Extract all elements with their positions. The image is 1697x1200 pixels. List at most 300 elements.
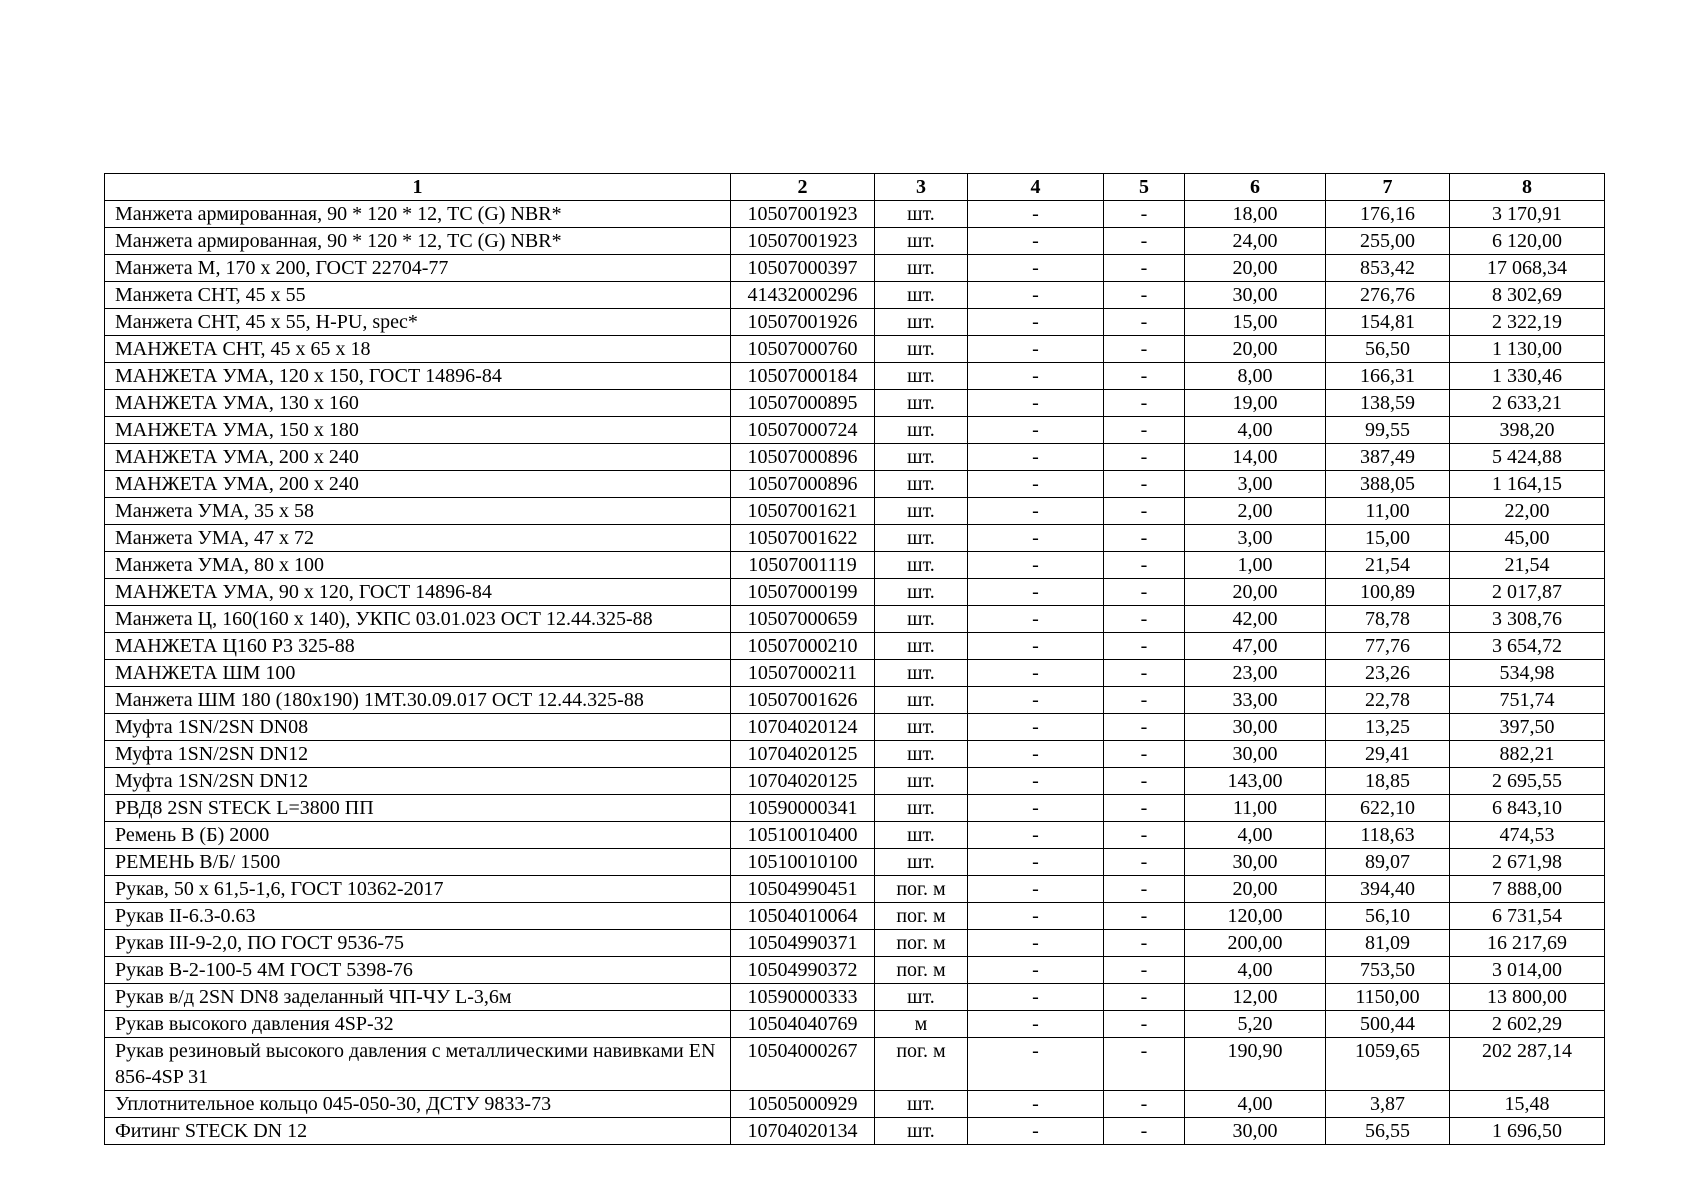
quantity-cell: 47,00	[1185, 633, 1326, 660]
quantity-cell: 8,00	[1185, 363, 1326, 390]
amount-cell: 45,00	[1450, 525, 1605, 552]
table-row	[105, 849, 1605, 876]
unit-cell: шт.	[875, 255, 968, 282]
col-5-cell: -	[1104, 255, 1185, 282]
quantity-cell: 30,00	[1185, 282, 1326, 309]
unit-cell: шт.	[875, 1118, 968, 1145]
quantity-cell: 20,00	[1185, 579, 1326, 606]
table-row	[105, 525, 1605, 552]
col-5-cell: -	[1104, 1091, 1185, 1118]
unit-cell: шт.	[875, 282, 968, 309]
quantity-cell: 24,00	[1185, 228, 1326, 255]
col-4-cell: -	[968, 309, 1104, 336]
unit-cell: шт.	[875, 795, 968, 822]
col-5-cell: -	[1104, 444, 1185, 471]
price-cell: 1059,65	[1326, 1038, 1450, 1091]
item-name-cell: Рукав II-6.3-0.63	[105, 903, 731, 930]
header-cell-2: 2	[731, 174, 875, 201]
quantity-cell: 3,00	[1185, 471, 1326, 498]
price-cell: 853,42	[1326, 255, 1450, 282]
quantity-cell: 20,00	[1185, 876, 1326, 903]
quantity-cell: 4,00	[1185, 822, 1326, 849]
quantity-cell: 2,00	[1185, 498, 1326, 525]
header-cell-7: 7	[1326, 174, 1450, 201]
col-5-cell: -	[1104, 282, 1185, 309]
item-name-cell: РЕМЕНЬ В/Б/ 1500	[105, 849, 731, 876]
amount-cell: 2 322,19	[1450, 309, 1605, 336]
unit-cell: шт.	[875, 579, 968, 606]
unit-cell: пог. м	[875, 930, 968, 957]
quantity-cell: 20,00	[1185, 336, 1326, 363]
item-name-cell: МАНЖЕТА ШМ 100	[105, 660, 731, 687]
col-5-cell: -	[1104, 525, 1185, 552]
unit-cell: шт.	[875, 660, 968, 687]
price-cell: 154,81	[1326, 309, 1450, 336]
price-cell: 18,85	[1326, 768, 1450, 795]
item-code-cell: 10510010400	[731, 822, 875, 849]
item-name-cell: МАНЖЕТА УМА, 150 x 180	[105, 417, 731, 444]
table-row	[105, 417, 1605, 444]
quantity-cell: 190,90	[1185, 1038, 1326, 1091]
col-4-cell: -	[968, 444, 1104, 471]
header-cell-5: 5	[1104, 174, 1185, 201]
table-row	[105, 1011, 1605, 1038]
unit-cell: шт.	[875, 525, 968, 552]
quantity-cell: 4,00	[1185, 1091, 1326, 1118]
unit-cell: шт.	[875, 201, 968, 228]
item-code-cell: 10507001923	[731, 201, 875, 228]
item-code-cell: 10507000896	[731, 444, 875, 471]
unit-cell: шт.	[875, 633, 968, 660]
item-code-cell: 10504990371	[731, 930, 875, 957]
col-4-cell: -	[968, 903, 1104, 930]
table-row	[105, 930, 1605, 957]
item-name-cell: Уплотнительное кольцо 045-050-30, ДСТУ 9833-73	[105, 1091, 731, 1118]
col-4-cell: -	[968, 471, 1104, 498]
unit-cell: шт.	[875, 849, 968, 876]
amount-cell: 21,54	[1450, 552, 1605, 579]
quantity-cell: 14,00	[1185, 444, 1326, 471]
unit-cell: шт.	[875, 984, 968, 1011]
unit-cell: шт.	[875, 417, 968, 444]
col-4-cell: -	[968, 822, 1104, 849]
unit-cell: шт.	[875, 363, 968, 390]
item-code-cell: 10507001621	[731, 498, 875, 525]
quantity-cell: 33,00	[1185, 687, 1326, 714]
amount-cell: 8 302,69	[1450, 282, 1605, 309]
col-5-cell: -	[1104, 1011, 1185, 1038]
item-code-cell: 10507001626	[731, 687, 875, 714]
item-code-cell: 10507000724	[731, 417, 875, 444]
amount-cell: 3 170,91	[1450, 201, 1605, 228]
amount-cell: 1 164,15	[1450, 471, 1605, 498]
col-4-cell: -	[968, 633, 1104, 660]
item-name-cell: Манжета армированная, 90 * 120 * 12, TC (G) NBR*	[105, 228, 731, 255]
item-code-cell: 10507000760	[731, 336, 875, 363]
table-row	[105, 444, 1605, 471]
col-4-cell: -	[968, 498, 1104, 525]
unit-cell: шт.	[875, 471, 968, 498]
price-cell: 255,00	[1326, 228, 1450, 255]
amount-cell: 2 017,87	[1450, 579, 1605, 606]
quantity-cell: 143,00	[1185, 768, 1326, 795]
item-code-cell: 10505000929	[731, 1091, 875, 1118]
table-row	[105, 741, 1605, 768]
unit-cell: пог. м	[875, 876, 968, 903]
price-cell: 118,63	[1326, 822, 1450, 849]
col-4-cell: -	[968, 957, 1104, 984]
col-5-cell: -	[1104, 795, 1185, 822]
unit-cell: шт.	[875, 822, 968, 849]
item-name-cell: МАНЖЕТА УМА, 130 x 160	[105, 390, 731, 417]
price-cell: 56,50	[1326, 336, 1450, 363]
item-name-cell: МАНЖЕТА УМА, 90 x 120, ГОСТ 14896-84	[105, 579, 731, 606]
amount-cell: 397,50	[1450, 714, 1605, 741]
col-4-cell: -	[968, 1038, 1104, 1091]
col-4-cell: -	[968, 1118, 1104, 1145]
header-cell-3: 3	[875, 174, 968, 201]
item-code-cell: 10504990372	[731, 957, 875, 984]
table-row	[105, 876, 1605, 903]
quantity-cell: 20,00	[1185, 255, 1326, 282]
item-name-cell: МАНЖЕТА УМА, 200 x 240	[105, 444, 731, 471]
item-code-cell: 10704020125	[731, 768, 875, 795]
unit-cell: пог. м	[875, 957, 968, 984]
table-row	[105, 687, 1605, 714]
col-4-cell: -	[968, 660, 1104, 687]
amount-cell: 534,98	[1450, 660, 1605, 687]
item-code-cell: 10504990451	[731, 876, 875, 903]
table-row	[105, 633, 1605, 660]
price-cell: 394,40	[1326, 876, 1450, 903]
unit-cell: шт.	[875, 687, 968, 714]
item-name-cell: Манжета УМА, 35 x 58	[105, 498, 731, 525]
item-code-cell: 10507001622	[731, 525, 875, 552]
col-4-cell: -	[968, 606, 1104, 633]
col-5-cell: -	[1104, 903, 1185, 930]
col-5-cell: -	[1104, 768, 1185, 795]
col-5-cell: -	[1104, 228, 1185, 255]
item-code-cell: 10507001926	[731, 309, 875, 336]
col-5-cell: -	[1104, 714, 1185, 741]
quantity-cell: 120,00	[1185, 903, 1326, 930]
col-4-cell: -	[968, 849, 1104, 876]
item-name-cell: Рукав III-9-2,0, ПО ГОСТ 9536-75	[105, 930, 731, 957]
unit-cell: пог. м	[875, 1038, 968, 1091]
col-5-cell: -	[1104, 957, 1185, 984]
col-5-cell: -	[1104, 471, 1185, 498]
price-cell: 11,00	[1326, 498, 1450, 525]
price-cell: 1150,00	[1326, 984, 1450, 1011]
col-5-cell: -	[1104, 606, 1185, 633]
col-4-cell: -	[968, 201, 1104, 228]
table-row	[105, 768, 1605, 795]
price-cell: 15,00	[1326, 525, 1450, 552]
item-name-cell: Манжета Ц, 160(160 x 140), УКПС 03.01.023 ОСТ 12.44.325-88	[105, 606, 731, 633]
item-name-cell: Манжета ШМ 180 (180x190) 1МТ.30.09.017 ОСТ 12.44.325-88	[105, 687, 731, 714]
col-5-cell: -	[1104, 984, 1185, 1011]
col-5-cell: -	[1104, 849, 1185, 876]
item-code-cell: 10507000199	[731, 579, 875, 606]
item-code-cell: 10704020134	[731, 1118, 875, 1145]
col-4-cell: -	[968, 579, 1104, 606]
table-row	[105, 795, 1605, 822]
item-code-cell: 10507000659	[731, 606, 875, 633]
col-4-cell: -	[968, 984, 1104, 1011]
col-5-cell: -	[1104, 633, 1185, 660]
price-cell: 56,55	[1326, 1118, 1450, 1145]
price-cell: 21,54	[1326, 552, 1450, 579]
item-code-cell: 10507000895	[731, 390, 875, 417]
amount-cell: 3 654,72	[1450, 633, 1605, 660]
item-name-cell: МАНЖЕТА УМА, 120 x 150, ГОСТ 14896-84	[105, 363, 731, 390]
unit-cell: шт.	[875, 714, 968, 741]
price-cell: 500,44	[1326, 1011, 1450, 1038]
amount-cell: 6 843,10	[1450, 795, 1605, 822]
price-cell: 166,31	[1326, 363, 1450, 390]
table-row	[105, 255, 1605, 282]
item-code-cell: 10507001923	[731, 228, 875, 255]
item-code-cell: 10590000333	[731, 984, 875, 1011]
quantity-cell: 18,00	[1185, 201, 1326, 228]
col-5-cell: -	[1104, 1118, 1185, 1145]
col-5-cell: -	[1104, 1038, 1185, 1091]
item-name-cell: Манжета армированная, 90 * 120 * 12, TC (G) NBR*	[105, 201, 731, 228]
col-4-cell: -	[968, 1011, 1104, 1038]
table-row	[105, 714, 1605, 741]
unit-cell: шт.	[875, 336, 968, 363]
col-4-cell: -	[968, 930, 1104, 957]
col-5-cell: -	[1104, 552, 1185, 579]
unit-cell: шт.	[875, 606, 968, 633]
amount-cell: 3 014,00	[1450, 957, 1605, 984]
quantity-cell: 42,00	[1185, 606, 1326, 633]
col-4-cell: -	[968, 741, 1104, 768]
item-code-cell: 10507000397	[731, 255, 875, 282]
col-5-cell: -	[1104, 417, 1185, 444]
unit-cell: пог. м	[875, 903, 968, 930]
amount-cell: 16 217,69	[1450, 930, 1605, 957]
item-name-cell: Манжета СНТ, 45 x 55, H-PU, spec*	[105, 309, 731, 336]
table-row	[105, 552, 1605, 579]
col-5-cell: -	[1104, 336, 1185, 363]
amount-cell: 17 068,34	[1450, 255, 1605, 282]
col-4-cell: -	[968, 687, 1104, 714]
item-name-cell: Рукав, 50 x 61,5-1,6, ГОСТ 10362-2017	[105, 876, 731, 903]
quantity-cell: 5,20	[1185, 1011, 1326, 1038]
amount-cell: 474,53	[1450, 822, 1605, 849]
amount-cell: 3 308,76	[1450, 606, 1605, 633]
table-row	[105, 498, 1605, 525]
col-4-cell: -	[968, 525, 1104, 552]
table-row	[105, 957, 1605, 984]
quantity-cell: 200,00	[1185, 930, 1326, 957]
price-cell: 100,89	[1326, 579, 1450, 606]
table-row	[105, 984, 1605, 1011]
amount-cell: 751,74	[1450, 687, 1605, 714]
amount-cell: 2 695,55	[1450, 768, 1605, 795]
unit-cell: шт.	[875, 390, 968, 417]
price-cell: 89,07	[1326, 849, 1450, 876]
quantity-cell: 15,00	[1185, 309, 1326, 336]
header-cell-6: 6	[1185, 174, 1326, 201]
col-5-cell: -	[1104, 930, 1185, 957]
item-code-cell: 10704020124	[731, 714, 875, 741]
table-row	[105, 282, 1605, 309]
amount-cell: 1 330,46	[1450, 363, 1605, 390]
item-name-cell: Манжета СНТ, 45 x 55	[105, 282, 731, 309]
price-cell: 56,10	[1326, 903, 1450, 930]
quantity-cell: 23,00	[1185, 660, 1326, 687]
price-cell: 388,05	[1326, 471, 1450, 498]
unit-cell: шт.	[875, 309, 968, 336]
col-4-cell: -	[968, 417, 1104, 444]
amount-cell: 882,21	[1450, 741, 1605, 768]
col-5-cell: -	[1104, 363, 1185, 390]
item-name-cell: Манжета УМА, 47 x 72	[105, 525, 731, 552]
item-code-cell: 10507000211	[731, 660, 875, 687]
col-5-cell: -	[1104, 660, 1185, 687]
item-name-cell: МАНЖЕТА СНТ, 45 x 65 x 18	[105, 336, 731, 363]
item-name-cell: Муфта 1SN/2SN DN12	[105, 741, 731, 768]
col-4-cell: -	[968, 336, 1104, 363]
amount-cell: 15,48	[1450, 1091, 1605, 1118]
quantity-cell: 12,00	[1185, 984, 1326, 1011]
header-cell-4: 4	[968, 174, 1104, 201]
col-5-cell: -	[1104, 201, 1185, 228]
col-4-cell: -	[968, 768, 1104, 795]
item-name-cell: Ремень В (Б) 2000	[105, 822, 731, 849]
items-table	[104, 173, 1605, 1145]
item-code-cell: 10507001119	[731, 552, 875, 579]
table-row	[105, 903, 1605, 930]
item-name-cell: Рукав резиновый высокого давления с металлическими навивками EN 856-4SP 31	[105, 1038, 731, 1091]
item-name-cell: Рукав в/д 2SN DN8 заделанный ЧП-ЧУ L-3,6м	[105, 984, 731, 1011]
header-cell-1: 1	[105, 174, 731, 201]
col-4-cell: -	[968, 876, 1104, 903]
col-5-cell: -	[1104, 741, 1185, 768]
item-name-cell: РВД8 2SN STECK L=3800 ПП	[105, 795, 731, 822]
amount-cell: 13 800,00	[1450, 984, 1605, 1011]
price-cell: 77,76	[1326, 633, 1450, 660]
item-name-cell: Манжета М, 170 x 200, ГОСТ 22704-77	[105, 255, 731, 282]
table-row	[105, 201, 1605, 228]
col-4-cell: -	[968, 714, 1104, 741]
item-code-cell: 10590000341	[731, 795, 875, 822]
col-4-cell: -	[968, 552, 1104, 579]
header-cell-8: 8	[1450, 174, 1605, 201]
price-cell: 22,78	[1326, 687, 1450, 714]
table-row	[105, 309, 1605, 336]
amount-cell: 398,20	[1450, 417, 1605, 444]
item-name-cell: Рукав высокого давления 4SP-32	[105, 1011, 731, 1038]
table-row	[105, 822, 1605, 849]
price-cell: 23,26	[1326, 660, 1450, 687]
price-cell: 81,09	[1326, 930, 1450, 957]
unit-cell: шт.	[875, 444, 968, 471]
table-row	[105, 1118, 1605, 1145]
price-cell: 13,25	[1326, 714, 1450, 741]
amount-cell: 6 120,00	[1450, 228, 1605, 255]
item-code-cell: 10510010100	[731, 849, 875, 876]
quantity-cell: 4,00	[1185, 957, 1326, 984]
col-5-cell: -	[1104, 579, 1185, 606]
col-5-cell: -	[1104, 687, 1185, 714]
amount-cell: 1 130,00	[1450, 336, 1605, 363]
item-name-cell: Рукав В-2-100-5 4М ГОСТ 5398-76	[105, 957, 731, 984]
quantity-cell: 30,00	[1185, 849, 1326, 876]
item-code-cell: 10504040769	[731, 1011, 875, 1038]
price-cell: 3,87	[1326, 1091, 1450, 1118]
col-5-cell: -	[1104, 822, 1185, 849]
amount-cell: 202 287,14	[1450, 1038, 1605, 1091]
unit-cell: шт.	[875, 228, 968, 255]
price-cell: 276,76	[1326, 282, 1450, 309]
price-cell: 176,16	[1326, 201, 1450, 228]
item-name-cell: МАНЖЕТА Ц160 Р3 325-88	[105, 633, 731, 660]
col-4-cell: -	[968, 1091, 1104, 1118]
item-name-cell: МАНЖЕТА УМА, 200 x 240	[105, 471, 731, 498]
item-name-cell: Муфта 1SN/2SN DN08	[105, 714, 731, 741]
item-code-cell: 10507000184	[731, 363, 875, 390]
item-code-cell: 10507000210	[731, 633, 875, 660]
amount-cell: 5 424,88	[1450, 444, 1605, 471]
col-4-cell: -	[968, 282, 1104, 309]
table-row	[105, 228, 1605, 255]
item-code-cell: 10504000267	[731, 1038, 875, 1091]
col-5-cell: -	[1104, 309, 1185, 336]
amount-cell: 1 696,50	[1450, 1118, 1605, 1145]
price-cell: 138,59	[1326, 390, 1450, 417]
table-row	[105, 1038, 1605, 1091]
item-code-cell: 10704020125	[731, 741, 875, 768]
col-4-cell: -	[968, 228, 1104, 255]
item-code-cell: 10507000896	[731, 471, 875, 498]
price-cell: 29,41	[1326, 741, 1450, 768]
amount-cell: 2 602,29	[1450, 1011, 1605, 1038]
quantity-cell: 19,00	[1185, 390, 1326, 417]
quantity-cell: 3,00	[1185, 525, 1326, 552]
quantity-cell: 30,00	[1185, 1118, 1326, 1145]
table-row	[105, 660, 1605, 687]
price-cell: 78,78	[1326, 606, 1450, 633]
header-row	[105, 174, 1605, 201]
table-row	[105, 606, 1605, 633]
unit-cell: шт.	[875, 741, 968, 768]
quantity-cell: 11,00	[1185, 795, 1326, 822]
item-name-cell: Фитинг STECK DN 12	[105, 1118, 731, 1145]
unit-cell: шт.	[875, 552, 968, 579]
amount-cell: 7 888,00	[1450, 876, 1605, 903]
unit-cell: шт.	[875, 498, 968, 525]
col-4-cell: -	[968, 390, 1104, 417]
table-row	[105, 390, 1605, 417]
table-row	[105, 579, 1605, 606]
item-name-cell: Муфта 1SN/2SN DN12	[105, 768, 731, 795]
item-code-cell: 41432000296	[731, 282, 875, 309]
col-4-cell: -	[968, 795, 1104, 822]
price-cell: 387,49	[1326, 444, 1450, 471]
amount-cell: 22,00	[1450, 498, 1605, 525]
price-cell: 753,50	[1326, 957, 1450, 984]
quantity-cell: 1,00	[1185, 552, 1326, 579]
table-row	[105, 363, 1605, 390]
table-row	[105, 471, 1605, 498]
price-cell: 99,55	[1326, 417, 1450, 444]
table-row	[105, 336, 1605, 363]
col-4-cell: -	[968, 255, 1104, 282]
table-row	[105, 1091, 1605, 1118]
